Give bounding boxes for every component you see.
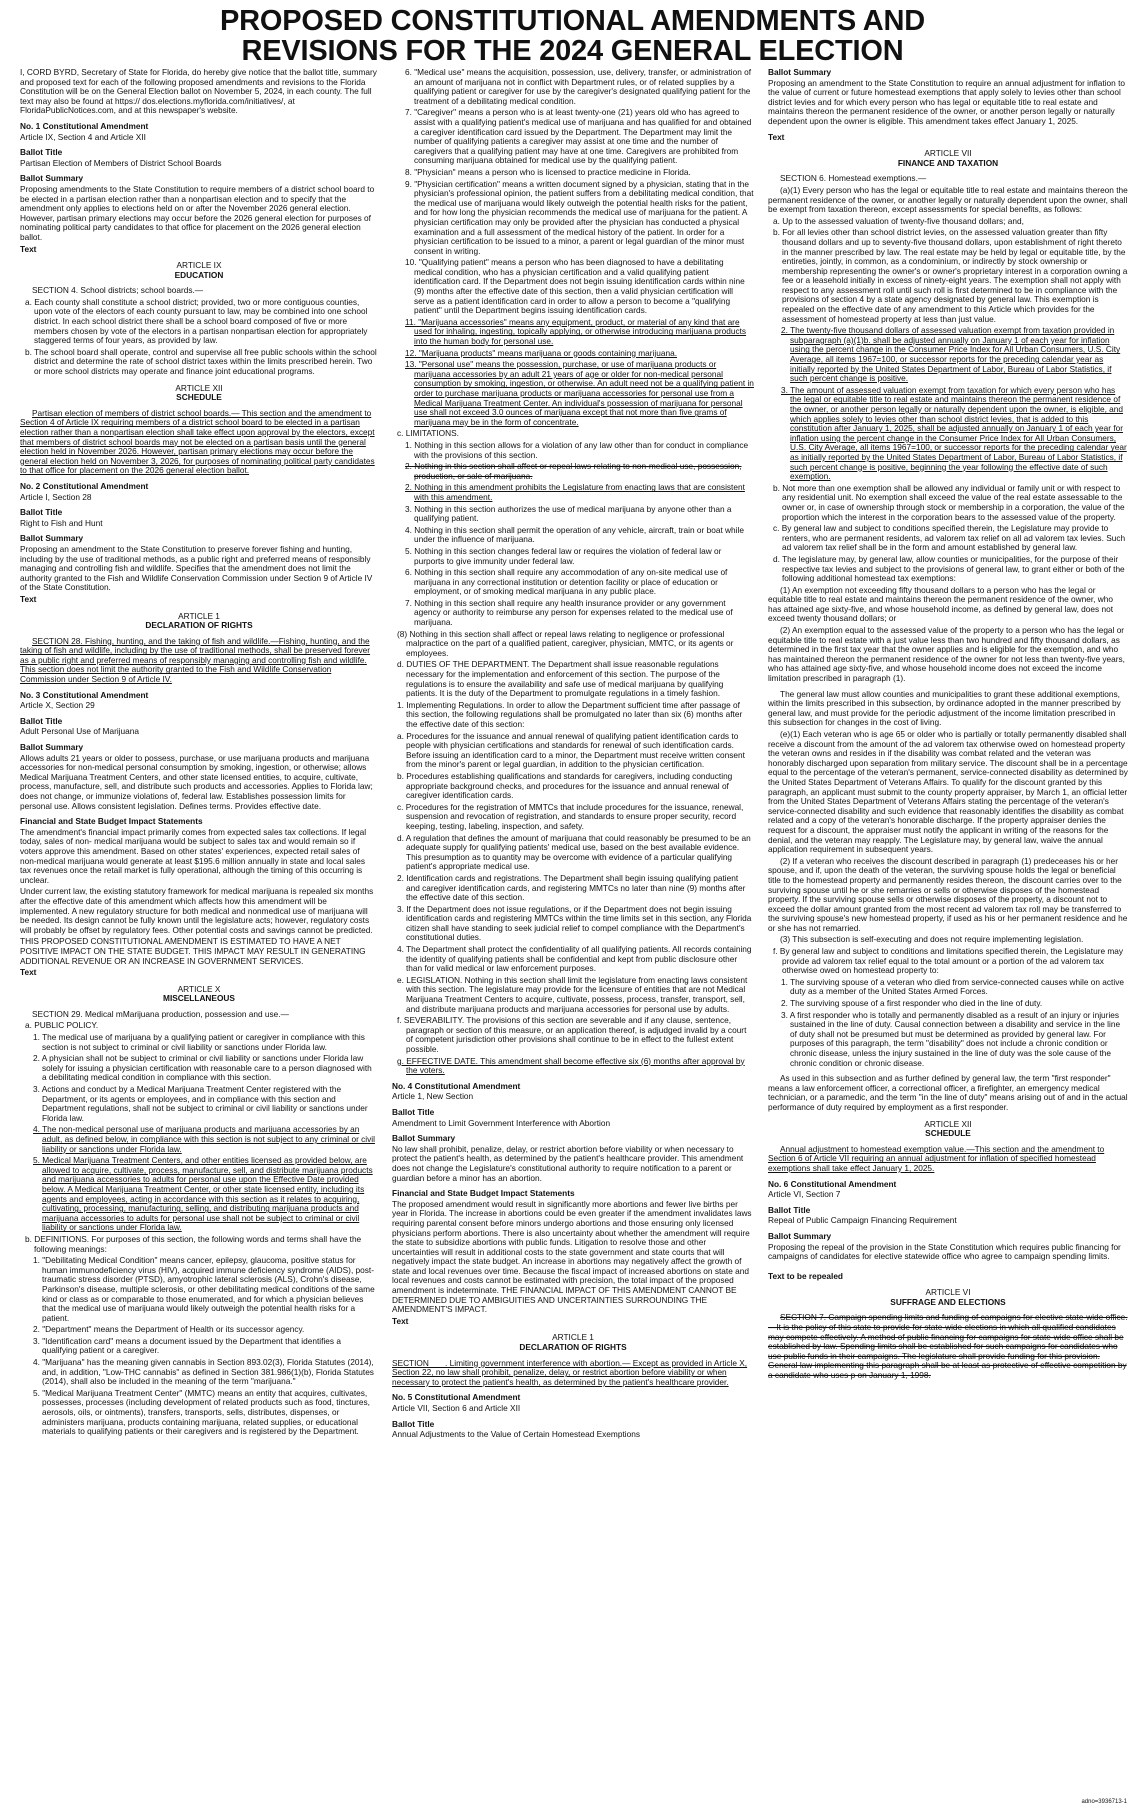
section-paragraph: g. EFFECTIVE DATE. This amendment shall become effective six (6) months after approval by the voters.: [397, 1055, 745, 1076]
section-paragraph: 5. Nothing in this section changes federal law or requires the violation of federal law or purports to give immunity under federal law.: [405, 545, 722, 566]
amendment-6-heading: No. 6 Constitutional Amendment: [768, 1178, 897, 1189]
section-paragraph: 2. A physician shall not be subject to criminal or civil liability or sanctions under Florida law solely for issuing a physician certification with reasonable care to a person diagnosed with a debilitating medical condition in compliance with this section.: [33, 1053, 372, 1083]
amendment-4-ballot-summary: No law shall prohibit, penalize, delay, or restrict abortion before viability or when necessary to protect the patient's health, as determined by the patient's healthcare provider. This amendment does not change the Legislature's constitutional authority to require notification to a parent or guardian before a minor has an abortion.: [392, 1143, 744, 1183]
section-paragraph: 11. "Marijuana accessories" means any equipment, product, or material of any kind that are used for inhaling, ingesting, topically applying, or otherwise introducing marijuana products into the human body for personal use.: [405, 316, 747, 347]
amendment-3-reference: Article X, Section 29: [20, 700, 95, 711]
section-paragraph: 13. "Personal use" means the possession, purchase, or use of marijuana products or marijuana accessories by an adult 21 years of age or older for non-medical personal consumption by smoking, ingestion, or otherwise. An adult need not be a qualifying patient in order to purchase marijuana products or marijuana accessories for personal use from a Medical Marijuana Treatment Center. An individual's possession of marijuana for personal use shall not exceed 3.0 ounces of marijuana except that not more than five grams of marijuana may be in the form of concentrate.: [405, 359, 754, 427]
article-heading: ARTICLE IX: [176, 260, 222, 271]
column-2: [392, 68, 754, 1793]
section-paragraph: 3. The amount of assessed valuation exempt from taxation for which every person who has the legal or equitable title to real estate and maintains thereon the permanent residence of the owner, or another person legally or naturally dependent upon the owner, is eligible, and which applies solely to levies other than school district levies, that is added to this constitution after January 1, 2025, shall be adjusted annually on January 1 of each year for inflation using the percent change in the Consumer Price Index for All Urban Consumers, U.S. City Average, all items 1967=100, or successor reports for the preceding calendar year as initially reported by the United States Department of Labor, Bureau of Labor Statistics, if such percent change is positive, beginning the year following the effective date of such exemption.: [781, 384, 1127, 482]
article-heading: ARTICLE 1: [552, 1332, 594, 1343]
amendment-6-reference: Article VI, Section 7: [768, 1189, 841, 1200]
section-paragraph: 6. "Medical use" means the acquisition, possession, use, delivery, transfer, or administration of an amount of marijuana not in conflict with Department rules, or of related supplies by a qualifying patient or caregiver for use by the caregiver's designated qualifying patient for the treatment of a debilitating medical condition.: [405, 68, 752, 106]
amendment-3-heading: No. 3 Constitutional Amendment: [20, 689, 149, 700]
section-paragraph: As used in this subsection and as further defined by general law, the term "first responder" means a law enforcement officer, a correctional officer, a firefighter, an emergency medical technician, or a paramedic, and the term "in the line of duty" means arising out of and in the actual performance of duty required by employment as a first responder.: [768, 1073, 1128, 1112]
title-line-2: REVISIONS FOR THE 2024 GENERAL ELECTION: [241, 35, 904, 67]
section-paragraph: The general law must allow counties and municipalities to grant these additional exemptions, within the limits prescribed in this subsection, by ordinance adopted in the manner prescribed by general law, and must provide for the periodic adjustment of the income limitation prescribed in this subsection for changes in the cost of living.: [768, 688, 1121, 728]
amendment-4-ballot-title: Amendment to Limit Government Interference with Abortion: [392, 1117, 611, 1128]
ballot-summary-label: Ballot Summary: [768, 68, 832, 77]
section-paragraph: 7. "Caregiver" means a person who is at least twenty-one (21) years old who has agreed to assist with a qualifying patient's medical use of marijuana and has qualified for and obtained a caregiver identification card issued by the Department. The Department may limit the number of qualifying patients a caregiver may assist at one time and the number of caregivers that a qualifying patient may have at one time. Caregivers are prohibited from consuming marijuana obtained for medical use by the qualifying patient.: [405, 107, 752, 166]
ballot-summary-label: Ballot Summary: [392, 1133, 456, 1144]
ballot-summary-label: Ballot Summary: [20, 533, 84, 544]
financial-impact-label: Financial and State Budget Impact Statements: [20, 816, 203, 827]
section-paragraph: (a)(1) Every person who has the legal or equitable title to real estate and maintains thereon the permanent residence of the owner, or another legally or naturally dependent upon the owner, shall be exempt from taxation thereon, except assessments for special benefits, as follows:: [768, 184, 1128, 215]
ballot-title-label: Ballot Title: [20, 507, 63, 518]
amendment-4-reference: Article 1, New Section: [392, 1091, 474, 1102]
repealed-section-text: SECTION 7. Campaign spending limits and funding of campaigns for elective state-wide office.—It is the policy of this state to provide for state-wide elections in which all qualified candidates may compete effectively. A method of public financing for campaigns for state-wide office shall be established by law. Spending limits shall be established for such campaigns for candidates who use public funds in their campaigns. The legislature shall provide funding for this provision. General law implementing this paragraph shall be at least as protective of effective competition by a candidate who uses p on January 1, 1998.: [768, 1312, 1128, 1381]
article-heading: ARTICLE XII: [175, 382, 223, 393]
ballot-title-label: Ballot Title: [20, 147, 63, 158]
section-paragraph: 1. Nothing in this section allows for a violation of any law other than for conduct in compliance with the provisions of this section.: [405, 439, 749, 460]
amendment-6-ballot-title: Repeal of Public Campaign Financing Requirement: [768, 1215, 957, 1226]
section-paragraph: (2) If a veteran who receives the discount described in paragraph (1) predeceases his or her spouse, and if, upon the death of the veteran, the surviving spouse holds the legal or beneficial title to the homestead property and permanently resides thereon, the discount carries over to the surviving spouse until he or she remarries or sells or otherwise disposes of the homestead property. If the surviving spouse sells or otherwise disposes of the property, a discount not to exceed the dollar amount granted from the most recent ad valorem tax roll may be transferred to the surviving spouse's new homestead property, if used as his or her permanent residence and he or she has not remarried.: [768, 855, 1128, 933]
section-paragraph: d. The legislature may, by general law, allow counties or municipalities, for the purpose of their respective tax levies and subject to the provisions of general law, to grant either or both of the following additional homestead tax exemptions:: [773, 553, 1125, 584]
financial-impact-label: Financial and State Budget Impact Statements: [392, 1188, 575, 1199]
article-name: SCHEDULE: [925, 1128, 971, 1139]
section-paragraph: b. For all levies other than school district levies, on the assessed valuation greater than fifty thousand dollars and up to seventy-five thousand dollars, upon establishment of right thereto in the manner prescribed by law. The real estate may be held by legal or equitable title, by the entireties, jointly, in common, as a condominium, or indirectly by stock ownership or membership representing the owner's or owner's proprietary interest in a corporation owning a fee or a leasehold initially in excess of ninety-eight years. The exemption shall not apply with respect to any assessment roll until such roll is first determined to be in compliance with the provisions of section 4 by a state agency designated by general law. This exemption is repealed on the effective date of any amendment to this Article which provides for the assessment of homestead property at less than just value.: [773, 227, 1128, 324]
section-paragraph: 5. Medical Marijuana Treatment Centers, and other entities licensed as provided below, are allowed to acquire, cultivate, process, manufacture, sell, and distribute marijuana products and marijuana accessories to adults for personal use upon the Effective Date provided below. A Medical Marijuana Treatment Center, or other state licensed entity, including its agents and employees, acting in accordance with this section as it relates to acquiring, cultivating, processing, manufacturing, selling, and distributing marijuana products and marijuana accessories to adults for personal use shall not be subject to criminal or civil liability or sanctions under Florida law.: [33, 1155, 373, 1233]
section-paragraph: 4. Nothing in this section shall permit the operation of any vehicle, aircraft, train or boat while under the influence of marijuana.: [405, 524, 744, 545]
financial-impact-text: THIS PROPOSED CONSTITUTIONAL AMENDMENT IS ESTIMATED TO HAVE A NET POSITIVE IMPACT ON THE STATE BUDGET. THIS IMPACT MAY RESULT IN GENERATING ADDITIONAL REVENUE OR AN INCREASE IN GOVERNMENT SERVICES.: [20, 936, 366, 966]
section-paragraph: 2. Identification cards and registrations. The Department shall begin issuing qualifying patient and caregiver identification cards, and registering MMTCs no later than nine (9) months after the effective date of this section.: [397, 872, 746, 903]
amendment-5-reference: Article VII, Section 6 and Article XII: [392, 1403, 521, 1413]
article-name: SUFFRAGE AND ELECTIONS: [890, 1296, 1006, 1307]
section-paragraph: 1. The medical use of marijuana by a qualifying patient or caregiver in compliance with this section is not subject to criminal or civil liability or sanctions under Florida law.: [33, 1032, 365, 1052]
section-heading: SECTION 6. Homestead exemptions.—: [780, 173, 927, 184]
amendment-6-ballot-summary: Proposing the repeal of the provision in the State Constitution which requires public financing for campaigns of candidates for elective statewide office who agree to campaign spending limits.: [768, 1241, 1121, 1262]
section-paragraph: 3. A first responder who is totally and permanently disabled as a result of an injury or injuries sustained in the line of duty. Causal connection between a disability and service in the line of duty shall not be presumed but must be determined as provided by general law. For purposes of this paragraph, the term "disability" does not include a chronic condition or chronic disease, unless the injury sustained in the line of duty was the sole cause of the chronic condition or chronic disease.: [781, 1009, 1121, 1068]
section-paragraph: d. DUTIES OF THE DEPARTMENT. The Department shall issue reasonable regulations necessary for the implementation and enforcement of this section. The purpose of the regulations is to ensure the availability and safe use of medical marijuana by qualifying patients. It is the duty of the Department to promulgate regulations in a timely fashion.: [397, 659, 724, 699]
section-paragraph: 3. Nothing in this section authorizes the use of medical marijuana by anyone other than a qualifying patient.: [405, 503, 732, 524]
section-paragraph: (8) Nothing in this section shall affect or repeal laws relating to negligence or professional malpractice on the part of a qualified patient, caregiver, physician, MMTC, or its agents or employees.: [397, 628, 734, 658]
article-name: DECLARATION OF RIGHTS: [145, 620, 253, 631]
section-paragraph: c. Procedures for the registration of MMTCs that include procedures for the issuance, renewal, suspension and revocation of registration, and standards to ensure proper security, record keeping, testing, labeling, inspection, and safety.: [397, 801, 744, 831]
article-heading: ARTICLE VII: [924, 148, 972, 159]
section-paragraph: a. Each county shall constitute a school district; provided, two or more contiguous counties, upon vote of the electors of each county pursuant to law, may be combined into one school district. In each school district there shall be a school board composed of five or more members chosen by vote of the electors in a partisan nonpartisan election for appropriately staggered terms of four years, as provided by law.: [25, 296, 368, 346]
ballot-title-label: Ballot Title: [392, 1418, 435, 1429]
article-name: SCHEDULE: [176, 392, 222, 403]
amendment-5-ballot-summary: Proposing an amendment to the State Constitution to require an annual adjustment for inflation to the value of current or future homestead exemptions that apply solely to levies other than school district levies and for which every person who has legal or equitable title to real estate and maintains thereon the permanent residence of the owner, or another person legally or naturally dependent upon the owner is eligible. This amendment takes effect January 1, 2025.: [768, 77, 1125, 126]
amendment-1-ballot-summary: Proposing amendments to the State Constitution to require members of a district school board to be elected in a partisan election rather than a nonpartisan election and to specify that the amendment only applies to elections held on or after the November 2026 general election. However, partisan primary elections may occur before the 2026 general election for purposes of nominating political party candidates to that office for placement on the 2026 general election ballot.: [20, 183, 375, 242]
section-paragraph: 5. "Medical Marijuana Treatment Center" (MMTC) means an entity that acquires, cultivates, possesses, processes (including development of related products such as food, tinctures, aerosols, oils, or ointments), transfers, transports, sells, distributes, dispenses, or administers marijuana, products containing marijuana, related supplies, or educational materials to qualifying patients or their caregivers and is registered by the Department.: [33, 1387, 370, 1437]
amendment-3-ballot-summary: Allows adults 21 years or older to possess, purchase, or use marijuana products and marijuana accessories for non-medical personal consumption by smoking, ingestion, or otherwise; allows Medical Marijuana Treatment Centers, and other state licensed entities, to acquire, cultivate, process, manufacture, sell, and distribute such products and accessories. Applies to Florida law; does not change, or immunize violations of, federal law. Establishes possession limits for personal use. Allows consistent legislation. Defines terms. Provides effective date.: [20, 752, 373, 811]
article-heading: ARTICLE X: [177, 983, 221, 994]
section-paragraph: (3) This subsection is self-executing and does not require implementing legislation.: [780, 934, 1084, 945]
section-paragraph: 2. "Department" means the Department of Health or its successor agency.: [33, 1324, 305, 1335]
ballot-title-label: Ballot Title: [392, 1106, 435, 1117]
article-name: DECLARATION OF RIGHTS: [519, 1342, 627, 1353]
amendment-2-heading: No. 2 Constitutional Amendment: [20, 480, 149, 491]
text-label: Text: [20, 967, 37, 978]
section-paragraph: c. By general law and subject to conditions specified therein, the Legislature may provide to renters, who are permanent residents, ad valorem tax relief on all ad valorem tax levies. Such ad valorem tax relief shall be in the form and amount established by general law.: [773, 523, 1126, 553]
section-heading: SECTION 29. Medical mMarijuana production, possession and use.—: [32, 1008, 289, 1019]
article-heading: ARTICLE 1: [178, 610, 220, 621]
ballot-summary-label: Ballot Summary: [768, 1230, 832, 1241]
section-paragraph: 4. The Department shall protect the confidentiality of all qualifying patients. All records containing the identity of qualifying patients shall be confidential and kept from public disclosure other than for valid medical or law enforcement purposes.: [397, 944, 752, 974]
section-paragraph: 1. Implementing Regulations. In order to allow the Department sufficient time after passage of this section, the following regulations shall be promulgated no later than six (6) months after the effective date of this section:: [397, 699, 743, 729]
article-name: MISCELLANEOUS: [163, 993, 235, 1004]
ballot-summary-label: Ballot Summary: [20, 742, 84, 753]
section-paragraph: b. Procedures establishing qualifications and standards for caregivers, including conducting appropriate background checks, and procedures for the issuance and annual renewal of caregiver identification cards.: [397, 770, 733, 801]
section-paragraph: 7. Nothing in this section shall require any health insurance provider or any government agency or authority to reimburse any person for expenses related to the medical use of marijuana.: [405, 597, 733, 628]
column-3: [768, 68, 1128, 1793]
section-paragraph: 3. Actions and conduct by a Medical Marijuana Treatment Center registered with the Department, or its agents or employees, and in compliance with this section and Department regulations, shall not be subject to criminal or civil liability or sanctions under Florida law.: [33, 1084, 368, 1123]
section-paragraph: c. LIMITATIONS.: [397, 428, 459, 439]
ballot-summary-label: Ballot Summary: [20, 173, 84, 184]
section-paragraph: a. Procedures for the issuance and annual renewal of qualifying patient identification cards to people with physician certifications and standards for renewal of such identification cards. Before issuing an identification card to a minor, the Department must receive written consent from the minor's parent or legal guardian, in addition to the physician certification.: [397, 730, 745, 770]
text-label: Text: [768, 131, 785, 142]
section-paragraph: 2. The twenty-five thousand dollars of assessed valuation exempt from taxation provided in subparagraph (a)(1)b. shall be adjusted annually on January 1 of each year for inflation using the percent change in the Consumer Price Index for All Urban Consumers, U.S. City Average, all items 1967=100, or successor reports for the preceding calendar year as initially reported by the United States Department of Labor, Bureau of Labor Statistics, if such percent change is positive.: [781, 325, 1121, 384]
text-label: Text: [392, 1315, 409, 1326]
financial-impact-text: The amendment's financial impact primarily comes from expected sales tax collections. If legal today, sales of non- medical marijuana would be subject to sales tax and would remain so if voters approve this amendment. Based on other states' experiences, expected retail sales of non-medical marijuana would generate at least $195.6 million annually in state and local sales tax revenues once the retail market is fully operational, although the timing of this occurring is unclear.: [20, 826, 367, 885]
section-paragraph: d. A regulation that defines the amount of marijuana that could reasonably be presumed to be an adequate supply for qualifying patients' medical use, based on the best available evidence. This presumption as to quantity may be overcome with evidence of a particular qualifying patient's appropriate medical use.: [397, 832, 751, 872]
section-paragraph: 2. The surviving spouse of a first responder who died in the line of duty.: [781, 998, 1043, 1009]
text-label: Text: [20, 593, 37, 604]
amendment-3-ballot-title: Adult Personal Use of Marijuana: [20, 726, 139, 737]
amendment-4-heading: No. 4 Constitutional Amendment: [392, 1080, 521, 1091]
section-paragraph: 6. Nothing in this section shall require any accommodation of any on-site medical use of marijuana in any correctional institution or detention facility or place of education or employment, or of smoking medical marijuana in any public place.: [405, 567, 728, 597]
column-1: [20, 68, 378, 1793]
section-paragraph: (e)(1) Each veteran who is age 65 or older who is partially or totally permanently disabled shall receive a discount from the amount of the ad valorem tax otherwise owed on homestead property the veteran owns and resides in if the disability was combat related and the veteran was honorably discharged upon separation from military service. The discount shall be in a percentage equal to the percentage of the veteran's permanent, service-connected disability as determined by the United States Department of Veterans Affairs. To qualify for the discount granted by this paragraph, an applicant must submit to the county property appraiser, by March 1, an official letter from the United States Department of Veterans Affairs stating the percentage of the veteran's service-connected disability and such evidence that reasonably identifies the disability as combat related and a copy of the veteran's honorable discharge. If the property appraiser denies the request for a discount, the appraiser must notify the applicant in writing of the reasons for the denial, and the veteran may reapply. The Legislature may, by general law, waive the annual application requirement in subsequent years.: [768, 729, 1128, 855]
amendment-2-ballot-title: Right to Fish and Hunt: [20, 517, 103, 528]
article-name: FINANCE AND TAXATION: [897, 157, 999, 168]
amendment-5-heading: No. 5 Constitutional Amendment: [392, 1392, 521, 1403]
section-paragraph: 9. "Physician certification" means a written document signed by a physician, stating that in the physician's professional opinion, the patient suffers from a debilitating medical condition, that the medical use of marijuana would likely outweigh the potential health risks for the patient, and for how long the physician recommends the medical use of marijuana for the patient. A physician certification may only be provided after the physician has conducted a physical examination and a full assessment of the medical history of the patient. In order for a physician certification to be issued to a minor, a parent or legal guardian of the minor must consent in writing.: [405, 178, 754, 256]
title-line-1: PROPOSED CONSTITUTIONAL AMENDMENTS AND: [219, 5, 926, 37]
section-paragraph: 8. "Physician" means a person who is licensed to practice medicine in Florida.: [405, 166, 691, 177]
section-paragraph: 1. "Debilitating Medical Condition" means cancer, epilepsy, glaucoma, positive status for human immunodeficiency virus (HIV), acquired immune deficiency syndrome (AIDS), post- traumatic stress disorder (PTSD), amyotrophic lateral sclerosis (ALS), Crohn's disease, Parkinson's disease, multiple sclerosis, or other debilitating medical conditions of the same kind or class as or comparable to those enumerated, and for which a physician believes that the medical use of marijuana would likely outweigh the potential health risks for a patient.: [33, 1255, 375, 1323]
section-text: SECTION ___. Limiting government interference with abortion.— Except as provided in Article X, Section 22, no law shall prohibit, penalize, delay, or restrict abortion before viability or when necessary to protect the patient's health, as determined by the patient's healthcare provider.: [392, 1357, 748, 1387]
section-paragraph: 1. The surviving spouse of a veteran who died from service-connected causes while on active duty as a member of the United States Armed Forces.: [781, 976, 1124, 997]
text-to-be-repealed-label: Text to be repealed: [768, 1270, 843, 1281]
page-title: [0, 6, 1145, 66]
amendment-1-heading: No. 1 Constitutional Amendment: [20, 120, 149, 131]
financial-impact-text: The proposed amendment would result in significantly more abortions and fewer live births per year in Florida. The increase in abortions could be even greater if the amendment invalidates laws requiring parental consent before minors undergo abortions and those ensuring only licensed physicians perform abortions. There is also uncertainty about whether the amendment will require the state to subsidize abortions with public funds. Litigation to resolve those and other uncertainties will result in additional costs to the state government and state courts that will negatively impact the state budget. An increase in abortions may negatively affect the growth of state and local revenues over time. Because the fiscal impact of increased abortions on state and local revenues and costs cannot be estimated with precision, the total impact of the proposed amendment is indeterminate. THE FINANCIAL IMPACT OF THIS AMENDMENT CANNOT BE DETERMINED DUE TO AMBIGUITIES AND UNCERTAINTIES SURROUNDING THE AMENDMENT'S IMPACT.: [392, 1198, 752, 1315]
section-paragraph: a. PUBLIC POLICY.: [25, 1020, 99, 1031]
section-paragraph: a. Up to the assessed valuation of twenty-five thousand dollars; and,: [773, 215, 1024, 226]
section-paragraph: 4. "Marijuana" has the meaning given cannabis in Section 893.02(3), Florida Statutes (2014), and, in addition, "Low-THC cannabis" as defined in Section 381.986(1)(b), Florida Statutes (2014), shall also be included in the meaning of the term "marijuana.": [33, 1357, 374, 1387]
section-text: SECTION 28. Fishing, hunting, and the taking of fish and wildlife.—Fishing, hunting, and the taking of fish and wildlife, including by the use of traditional methods, shall be preserved forever as a public right and preferred means of responsibly managing and controlling fish and wildlife. This section does not limit the authority granted to the Fish and Wildlife Conservation Commission under Section 9 of Article IV.: [20, 635, 371, 685]
section-paragraph: b. DEFINITIONS. For purposes of this section, the following words and terms shall have the following meanings:: [25, 1233, 362, 1254]
section-paragraph: b. The school board shall operate, control and supervise all free public schools within the school district and determine the rate of school district taxes within the limits prescribed herein. Two or more school districts may operate and finance joint educational programs.: [25, 346, 377, 377]
section-paragraph: 12. "Marijuana products" means marijuana or goods containing marijuana.: [405, 347, 678, 358]
ballot-title-label: Ballot Title: [20, 715, 63, 726]
section-paragraph: f. SEVERABILITY. The provisions of this section are severable and if any clause, sentence, paragraph or section of this measure, or an application thereof, is adjudged invalid by a court of competent jurisdiction other provisions shall continue to be in effect to the fullest extent possible.: [397, 1015, 747, 1054]
section-paragraph: 3. If the Department does not issue regulations, or if the Department does not begin issuing identification cards and registering MMTCs within the time limits set in this section, any Florida citizen shall have standing to seek judicial relief to compel compliance with the Department's constitutional duties.: [397, 903, 752, 943]
article-name: EDUCATION: [174, 269, 224, 280]
section-paragraph: 2. Nothing in this amendment prohibits the Legislature from enacting laws that are consistent with this amendment.: [405, 482, 745, 502]
ad-number: adno=3936713-1: [1081, 1799, 1127, 1805]
section-paragraph: (2) An exemption equal to the assessed value of the property to a person who has the legal or equitable title to real estate with a just value less than two hundred and fifty thousand dollars, as determined in the first tax year that the owner applies and is eligible for the exemption, and who has maintained thereon the permanent residence of the owner for not less than twenty-five years, who has attained age sixty-five, and whose household income does not exceed the income limitation prescribed in paragraph (1).: [768, 625, 1125, 684]
section-paragraph: (1) An exemption not exceeding fifty thousand dollars to a person who has the legal or equitable title to real estate and maintains thereon the permanent residence of the owner, who has attained age sixty-five, and whose household income, as defined by general law, does not exceed twenty thousand dollars; or: [768, 584, 1114, 624]
financial-impact-text: Under current law, the existing statutory framework for medical marijuana is repealed six months after the effective date of this amendment which affects how this amendment will be implemented. A new regulatory structure for both medical and nonmedical use of marijuana will be needed. Its design cannot be fully known until the legislature acts; however, regulatory costs will probably be offset by regulatory fees. Other potential costs and savings cannot be predicted.: [20, 886, 374, 935]
article-heading: ARTICLE XII: [924, 1118, 972, 1129]
amendment-2-ballot-summary: Proposing an amendment to the State Constitution to preserve forever fishing and hunting, including by the use of traditional methods, as a public right and preferred means of responsibly managing and controlling fish and wildlife. Specifies that the amendment does not limit the authority granted to the Fish and Wildlife Conservation Commission under Section 9 of Article IV of the State Constitution.: [20, 543, 373, 593]
article-heading: ARTICLE VI: [925, 1287, 971, 1298]
section-paragraph: 10. "Qualifying patient" means a person who has been diagnosed to have a debilitating medical condition, who has a physician certification and a valid qualifying patient identification card. If the Department does not begin issuing identification cards within nine (9) months after the effective date of this section, then a valid physician certification will serve as a patient identification card in order to allow a person to become a "qualifying patient" until the Department begins issuing identification cards.: [405, 257, 745, 316]
amendment-2-reference: Article I, Section 28: [20, 491, 92, 502]
schedule-text: Partisan election of members of district school boards.— This section and the amendment to Section 4 of Article IX requiring members of a district school board to be elected in a partisan election rather than a nonpartisan election shall take effect upon approval by the electors, except that members of district school boards may not be elected on a partisan basis until the general election held in November 2026. However, partisan primary elections may occur before the general election held on November 3, 2026, for purposes of nominating political party candidates to that office for placement on the 2026 general election ballot.: [20, 407, 375, 476]
section-paragraph: 4. The non-medical personal use of marijuana products and marijuana accessories by an adult, as defined below, in compliance with this section is not subject to any criminal or civil liability or sanctions under Florida law.: [33, 1124, 375, 1154]
amendment-1-reference: Article IX, Section 4 and Article XII: [20, 131, 146, 142]
intro-paragraph: I, CORD BYRD, Secretary of State for Florida, do hereby give notice that the ballot title, summary and proposed text for each of the following proposed amendments and revisions to the Florida Constitution will be on the General Election ballot on November 5, 2024, in each county. The full text may also be found at https:// dos.elections.myflorida.com/initiatives/, at FloridaPublicNotices.com, and at this newspaper's website.: [20, 68, 377, 116]
ballot-title-label: Ballot Title: [768, 1204, 811, 1215]
section-paragraph: f. By general law and subject to conditions and limitations specified therein, the Legislature may provide ad valorem tax relief equal to the total amount or a portion of the ad valorem tax otherwise owed on homestead property to:: [773, 946, 1124, 976]
section-paragraph: 3. "Identification card" means a document issued by the Department that identifies a qualifying patient or a caregiver.: [33, 1335, 341, 1356]
section-paragraph: e. LEGISLATION. Nothing in this section shall limit the legislature from enacting laws consistent with this section. The legislature may provide for the licensure of entities that are not Medical Marijuana Treatment Centers to acquire, cultivate, possess, process, transfer, transport, sell, and distribute marijuana products and marijuana accessories for personal use by adults.: [397, 974, 748, 1014]
schedule-text: Annual adjustment to homestead exemption value.—This section and the amendment to Section 6 of Article VII requiring an annual adjustment for inflation of specified homestead exemptions shall take effect January 1, 2025.: [768, 1143, 1105, 1173]
section-heading: SECTION 4. School districts; school boards.—: [32, 285, 204, 296]
text-label: Text: [20, 243, 37, 254]
amendment-1-ballot-title: Partisan Election of Members of District School Boards: [20, 157, 222, 168]
section-paragraph: b. Not more than one exemption shall be allowed any individual or family unit or with respect to any residential unit. No exemption shall exceed the value of the real estate assessable to the owner or, in case of ownership through stock or membership in a corporation, the value of the proportion which the interest in the corporation bears to the assessed value of the property.: [773, 482, 1125, 522]
amendment-5-ballot-title: Annual Adjustments to the Value of Certain Homestead Exemptions: [392, 1429, 640, 1440]
deleted-paragraph: 2. Nothing in this section shall affect or repeal laws relating to non-medical use, possession, production, or sale of marijuana.: [405, 461, 742, 481]
